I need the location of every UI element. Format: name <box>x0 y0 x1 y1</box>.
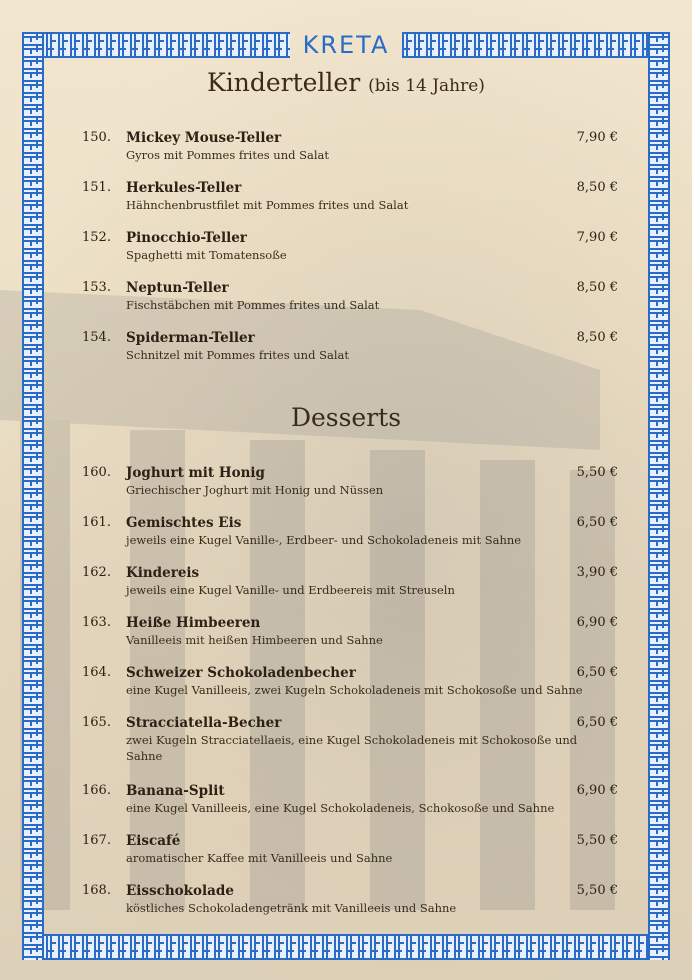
kinderteller-title: Kinderteller <box>207 68 361 97</box>
item-name: Banana-Split <box>126 783 225 799</box>
item-number: 163. <box>82 615 111 630</box>
item-name: Joghurt mit Honig <box>126 465 266 481</box>
item-description: Gyros mit Pommes frites und Salat <box>126 148 330 162</box>
item-name: Gemischtes Eis <box>126 515 242 531</box>
item-number: 154. <box>82 330 111 345</box>
item-description: eine Kugel Vanilleeis, eine Kugel Schokoladeneis, Schokosoße und Sahne <box>126 801 555 815</box>
greek-key-border-bottom <box>22 934 670 960</box>
item-price: 5,50 € <box>576 883 618 898</box>
item-name: Kindereis <box>126 565 200 581</box>
item-price: 7,90 € <box>576 130 618 145</box>
item-price: 6,50 € <box>576 715 618 730</box>
item-name: Spiderman-Teller <box>126 330 255 346</box>
item-name: Heiße Himbeeren <box>126 615 261 631</box>
item-number: 151. <box>82 180 111 195</box>
item-price: 6,90 € <box>576 783 618 798</box>
item-description: köstliches Schokoladengetränk mit Vanilleeis und Sahne <box>126 901 457 915</box>
item-name: Herkules-Teller <box>126 180 242 196</box>
item-price: 7,90 € <box>576 230 618 245</box>
item-price: 5,50 € <box>576 833 618 848</box>
item-number: 168. <box>82 883 111 898</box>
item-number: 165. <box>82 715 111 730</box>
item-description: Vanilleeis mit heißen Himbeeren und Sahne <box>126 633 383 647</box>
item-price: 8,50 € <box>576 330 618 345</box>
greek-key-border-left <box>22 32 44 960</box>
item-number: 160. <box>82 465 111 480</box>
greek-key-border-right <box>648 32 670 960</box>
item-number: 166. <box>82 783 111 798</box>
item-number: 161. <box>82 515 111 530</box>
item-price: 6,50 € <box>576 515 618 530</box>
item-name: Neptun-Teller <box>126 280 229 296</box>
item-description: zwei Kugeln Stracciatellaeis, eine Kugel Schokoladeneis mit Schokosoße und Sahne <box>126 733 578 763</box>
item-description: Fischstäbchen mit Pommes frites und Salat <box>126 298 380 312</box>
item-number: 162. <box>82 565 111 580</box>
item-price: 5,50 € <box>576 465 618 480</box>
restaurant-name: KRETA <box>302 31 390 59</box>
item-description: Schnitzel mit Pommes frites und Salat <box>126 348 349 362</box>
item-name: Stracciatella-Becher <box>126 715 282 731</box>
greek-key-border-top-right <box>402 32 670 58</box>
item-name: Eiscafé <box>126 833 181 849</box>
desserts-heading <box>44 403 648 433</box>
item-description: aromatischer Kaffee mit Vanilleeis und Sahne <box>126 851 393 865</box>
item-number: 164. <box>82 665 111 680</box>
item-name: Eisschokolade <box>126 883 234 899</box>
item-number: 150. <box>82 130 111 145</box>
item-name: Schweizer Schokoladenbecher <box>126 665 356 681</box>
item-price: 8,50 € <box>576 180 618 195</box>
item-description: eine Kugel Vanilleeis, zwei Kugeln Schokoladeneis mit Schokosoße und Sahne <box>126 683 583 697</box>
item-description: jeweils eine Kugel Vanille-, Erdbeer- und Schokoladeneis mit Sahne <box>126 533 522 547</box>
item-description: jeweils eine Kugel Vanille- und Erdbeereis mit Streuseln <box>126 583 455 597</box>
item-name: Pinocchio-Teller <box>126 230 247 246</box>
desserts-title: Desserts <box>290 403 402 432</box>
kinderteller-heading <box>44 68 648 101</box>
item-price: 6,50 € <box>576 665 618 680</box>
item-description: Spaghetti mit Tomatensoße <box>126 248 287 262</box>
item-name: Mickey Mouse-Teller <box>126 130 282 146</box>
item-price: 8,50 € <box>576 280 618 295</box>
item-description: Hähnchenbrustfilet mit Pommes frites und Salat <box>126 198 409 212</box>
item-description: Griechischer Joghurt mit Honig und Nüssen <box>126 483 384 497</box>
item-number: 152. <box>82 230 111 245</box>
item-number: 153. <box>82 280 111 295</box>
item-price: 3,90 € <box>576 565 618 580</box>
item-price: 6,90 € <box>576 615 618 630</box>
kinderteller-subtitle: (bis 14 Jahre) <box>368 76 485 96</box>
greek-key-border-top-left <box>22 32 290 58</box>
item-number: 167. <box>82 833 111 848</box>
